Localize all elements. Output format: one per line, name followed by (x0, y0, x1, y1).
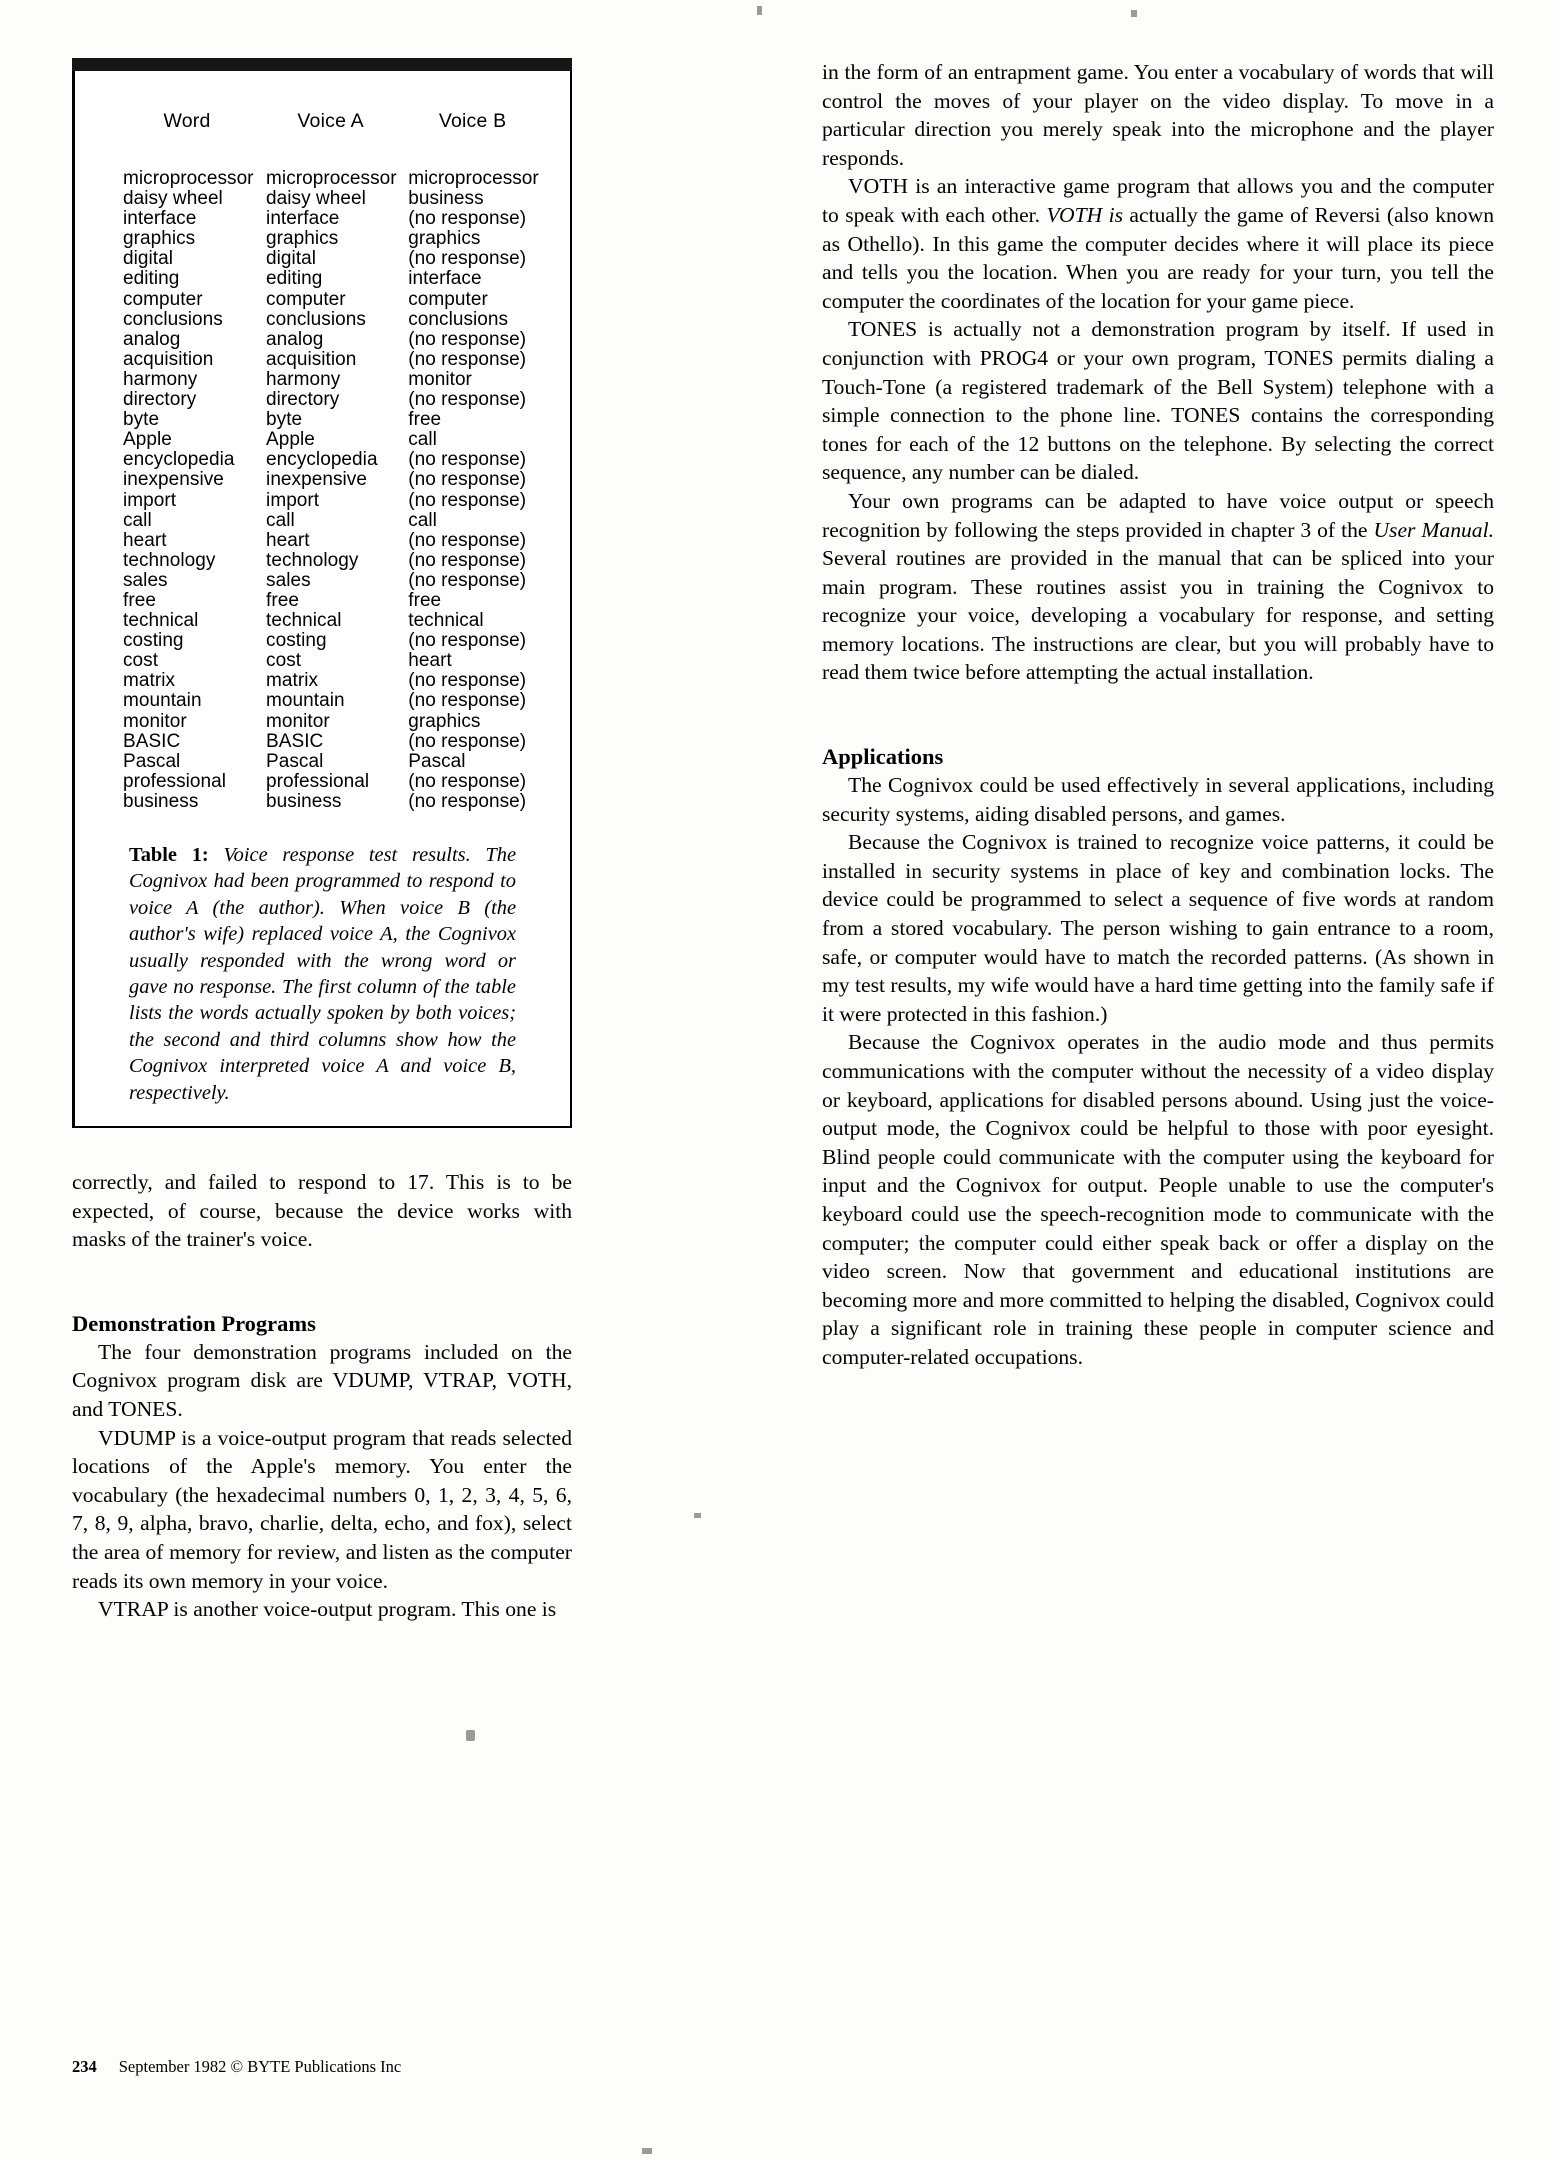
cell-voice-b: computer (408, 288, 488, 310)
table-row (101, 249, 544, 269)
cell-voice-b: (no response) (408, 630, 527, 652)
cell-word: encyclopedia (123, 449, 235, 471)
cell-voice-b: interface (408, 268, 482, 290)
paragraph-tones: TONES is actually not a demonstration program by itself. If used in conjunction with PROG4 or your own program, TONES permits dialing a Touch-Tone (a registered trademark of the Bell System) telephone with a simple connection to the phone line. TONES contains the corresponding tones for each of the 12 buttons on the telephone. By selecting the correct sequence, any number can be dialed. (822, 317, 1494, 485)
cell-word: digital (123, 248, 173, 270)
cell-word: heart (123, 529, 167, 551)
paragraph-disabled: Because the Cognivox operates in the audio mode and thus permits communications with the computer without the necessity of a video display or keyboard, applications for disabled persons abound. Using just the voice-output mode, the Cognivox could be helpful to those with poor eyesight. Blind people could communicate with the computer using the keyboard for input and the Cognivox for output. People unable to use the computer's keyboard could use the speech-recognition mode to communicate with the computer; the computer could either speak back or offer a display on the video screen. Now that government and educational institutions are becoming more and more committed to helping the disabled, Cognivox could play a significant role in training these people in computer science and computer-related occupations. (822, 1030, 1494, 1369)
table-row (101, 651, 544, 671)
table-row (101, 189, 544, 209)
table-row (101, 551, 544, 571)
cell-voice-b: free (408, 409, 442, 431)
cell-voice-b: (no response) (408, 549, 527, 571)
heading-demonstration-programs: Demonstration Programs (72, 1310, 316, 1336)
heading-applications: Applications (822, 744, 944, 770)
table-row (101, 410, 544, 430)
cell-voice-a: interface (266, 208, 340, 230)
cell-voice-a: acquisition (266, 348, 357, 370)
table-row (101, 752, 544, 772)
cell-voice-a: editing (266, 268, 323, 290)
paragraph-demo-1: The four demonstration programs included on the Cognivox program disk are VDUMP, VTRAP, VOTH, and TONES. (72, 1339, 572, 1422)
scan-speck (642, 2148, 652, 2154)
cell-voice-b: microprocessor (408, 168, 539, 189)
cell-voice-a: costing (266, 630, 327, 652)
cell-word: Pascal (123, 750, 181, 772)
cell-word: call (123, 509, 152, 531)
paragraph-applications-intro: The Cognivox could be used effectively in several applications, including security systems, aiding disabled persons, and games. (822, 773, 1494, 826)
cell-voice-a: byte (266, 409, 303, 431)
cell-voice-b: (no response) (408, 670, 527, 692)
paragraph-own-programs-part-b: Several routines are provided in the manual that can be spliced into your main program. These routines assist you in training the Cognivox to recognize your voice, developing a vocabulary for response, and setting memory locations. The instructions are clear, but you will probably have to read them twice before attempting the actual installation. (822, 546, 1494, 685)
cell-voice-b: call (408, 429, 437, 451)
cell-word: import (123, 489, 177, 511)
cell-voice-b: (no response) (408, 690, 527, 712)
table-row (101, 370, 544, 390)
cell-word: daisy wheel (123, 188, 223, 210)
cell-voice-b: graphics (408, 710, 481, 732)
table-row (101, 792, 544, 812)
table-row (101, 470, 544, 490)
cell-voice-b: technical (408, 610, 484, 632)
column-header-voice-a: Voice A (297, 110, 364, 132)
cell-voice-a: call (266, 509, 295, 531)
cell-voice-b: (no response) (408, 790, 527, 812)
cell-voice-b: (no response) (408, 449, 527, 471)
cell-word: graphics (123, 228, 196, 250)
cell-word: editing (123, 268, 180, 290)
cell-word: costing (123, 630, 184, 652)
table-row (101, 691, 544, 711)
cell-word: byte (123, 409, 160, 431)
table-row (101, 491, 544, 511)
cell-voice-b: (no response) (408, 730, 527, 752)
voice-response-table (101, 109, 544, 812)
cell-voice-a: computer (266, 288, 346, 310)
left-column-body (72, 1168, 572, 1624)
paragraph-demo-3: VTRAP is another voice-output program. This one is (98, 1597, 557, 1622)
cell-voice-b: (no response) (408, 248, 527, 270)
cell-voice-a: BASIC (266, 730, 324, 752)
cell-voice-b: Pascal (408, 750, 466, 772)
section-spacer (72, 1254, 572, 1310)
page-number: 234 (72, 2057, 97, 2076)
cell-word: free (123, 589, 156, 611)
paragraph-own-programs-part-a: Your own programs can be adapted to have voice output or speech recognition by following the steps provided in chapter 3 of the (822, 488, 1494, 542)
cell-voice-b: (no response) (408, 770, 527, 792)
cell-word: professional (123, 770, 227, 792)
cell-word: sales (123, 569, 168, 591)
cell-voice-a: graphics (266, 228, 339, 250)
paragraph-voth-part-b: actually the game of Reversi (also known as Othello). In this game the computer decides where it will place its piece and tells you the location. When you are ready for your turn, you tell the computer the coordinates of the location for your game piece. (822, 202, 1494, 313)
cell-word: business (123, 790, 199, 812)
cell-word: mountain (123, 690, 202, 712)
cell-word: inexpensive (123, 469, 224, 491)
cell-word: BASIC (123, 730, 181, 752)
cell-voice-b: conclusions (408, 308, 509, 330)
paragraph-voth-italic: VOTH is (1046, 202, 1124, 227)
voice-response-table-body (101, 169, 544, 812)
cell-voice-b: (no response) (408, 569, 527, 591)
table-row (101, 712, 544, 732)
cell-voice-b: business (408, 188, 484, 210)
cell-voice-a: business (266, 790, 342, 812)
cell-voice-a: matrix (266, 670, 319, 692)
cell-voice-a: technology (266, 549, 359, 571)
table-top-rule (72, 58, 572, 71)
table-row (101, 772, 544, 792)
cell-voice-a: monitor (266, 710, 330, 732)
table-header-row (101, 109, 544, 169)
cell-word: analog (123, 328, 181, 350)
cell-word: harmony (123, 368, 198, 390)
table-row (101, 591, 544, 611)
table-row (101, 269, 544, 289)
table-row (101, 571, 544, 591)
cell-word: computer (123, 288, 203, 310)
cell-voice-a: technical (266, 610, 342, 632)
cell-voice-b: monitor (408, 368, 472, 390)
paragraph-demo-2: VDUMP is a voice-output program that reads selected locations of the Apple's memory. You enter the vocabulary (the hexadecimal numbers 0, 1, 2, 3, 4, 5, 6, 7, 8, 9, alpha, bravo, charlie, delta, echo, and fox), select the area of memory for review, and listen as the computer reads its own memory in your voice. (72, 1425, 572, 1593)
section-spacer (822, 687, 1494, 743)
paragraph-voth (822, 172, 1494, 315)
table-row (101, 310, 544, 330)
table-row (101, 390, 544, 410)
cell-word: microprocessor (123, 168, 254, 189)
cell-voice-a: inexpensive (266, 469, 367, 491)
cell-voice-b: (no response) (408, 389, 527, 411)
cell-voice-a: sales (266, 569, 311, 591)
cell-word: cost (123, 650, 159, 672)
cell-voice-a: daisy wheel (266, 188, 366, 210)
cell-word: conclusions (123, 308, 223, 330)
column-header-voice-b: Voice B (438, 110, 507, 132)
cell-voice-a: conclusions (266, 308, 366, 330)
right-column (822, 58, 1494, 1372)
table-row (101, 511, 544, 531)
column-header-word: Word (163, 110, 211, 132)
cell-voice-a: import (266, 489, 320, 511)
cell-voice-a: professional (266, 770, 370, 792)
cell-voice-a: analog (266, 328, 324, 350)
cell-voice-b: heart (408, 650, 452, 672)
cell-voice-b: (no response) (408, 348, 527, 370)
cell-word: directory (123, 389, 197, 411)
table-caption (101, 842, 544, 1106)
table-caption-label: Table 1: (129, 844, 209, 866)
cell-voice-b: graphics (408, 228, 481, 250)
cell-voice-a: cost (266, 650, 302, 672)
cell-voice-b: call (408, 509, 437, 531)
cell-voice-a: directory (266, 389, 340, 411)
cell-voice-a: digital (266, 248, 317, 270)
cell-voice-a: harmony (266, 368, 341, 390)
paragraph-entrapment-game: in the form of an entrapment game. You enter a vocabulary of words that will control the moves of your player on the video display. To move in a particular direction you merely speak into the microphone and the player responds. (822, 60, 1494, 170)
cell-voice-a: microprocessor (266, 168, 397, 189)
cell-voice-b: (no response) (408, 489, 527, 511)
table-row (101, 169, 544, 189)
left-column (72, 58, 572, 1624)
cell-voice-a: mountain (266, 690, 345, 712)
cell-voice-b: (no response) (408, 529, 527, 551)
cell-voice-a: free (266, 589, 299, 611)
table-row (101, 611, 544, 631)
scan-speck (466, 1730, 475, 1741)
table-inner (75, 71, 570, 1126)
table-1-figure (72, 58, 572, 1128)
cell-voice-a: Pascal (266, 750, 324, 772)
scan-speck (694, 1513, 701, 1518)
cell-word: technical (123, 610, 199, 632)
cell-word: monitor (123, 710, 187, 732)
cell-word: acquisition (123, 348, 214, 370)
page-footer (72, 2057, 401, 2077)
table-row (101, 350, 544, 370)
table-row (101, 290, 544, 310)
table-row (101, 732, 544, 752)
table-row (101, 209, 544, 229)
cell-voice-a: Apple (266, 429, 315, 451)
table-row (101, 450, 544, 470)
paragraph-voth-part-a: VOTH is an interactive game program that allows you and the computer to speak with each other. (822, 174, 1494, 227)
cell-word: technology (123, 549, 216, 571)
footer-imprint: September 1982 © BYTE Publications Inc (118, 2057, 402, 2076)
table-row (101, 531, 544, 551)
cell-word: Apple (123, 429, 172, 451)
user-manual-title: User Manual. (1373, 517, 1494, 542)
cell-voice-b: (no response) (408, 469, 527, 491)
cell-voice-b: free (408, 589, 442, 611)
table-row (101, 631, 544, 651)
paragraph-continued: correctly, and failed to respond to 17. This is to be expected, of course, because the device works with masks of the trainer's voice. (72, 1170, 572, 1252)
table-row (101, 671, 544, 691)
table-row (101, 430, 544, 450)
cell-voice-a: encyclopedia (266, 449, 378, 471)
paragraph-own-programs (822, 487, 1494, 687)
table-row (101, 330, 544, 350)
table-caption-text: Voice response test results. The Cognivox had been programmed to respond to voice A (the author). When voice B (the author's wife) replaced voice A, the Cognivox usually responded with the wrong word or gave no response. The first column of the table lists the words actually spoken by both voices; the second and third columns show how the Cognivox interpreted voice A and voice B, respectively. (129, 844, 517, 1104)
scan-speck (1131, 10, 1137, 17)
cell-voice-a: heart (266, 529, 310, 551)
cell-voice-b: (no response) (408, 328, 527, 350)
paragraph-security: Because the Cognivox is trained to recognize voice patterns, it could be installed in security systems in place of key and combination locks. The device could be programmed to select a sequence of five words at random from a stored vocabulary. The person wishing to gain entrance to a room, safe, or computer would have to match the recorded patterns. (As shown in my test results, my wife would have a hard time getting into the family safe if it were protected in this fashion.) (822, 830, 1494, 1026)
scan-speck (757, 6, 762, 15)
cell-word: interface (123, 208, 197, 230)
cell-word: matrix (123, 670, 176, 692)
cell-voice-b: (no response) (408, 208, 527, 230)
table-row (101, 229, 544, 249)
